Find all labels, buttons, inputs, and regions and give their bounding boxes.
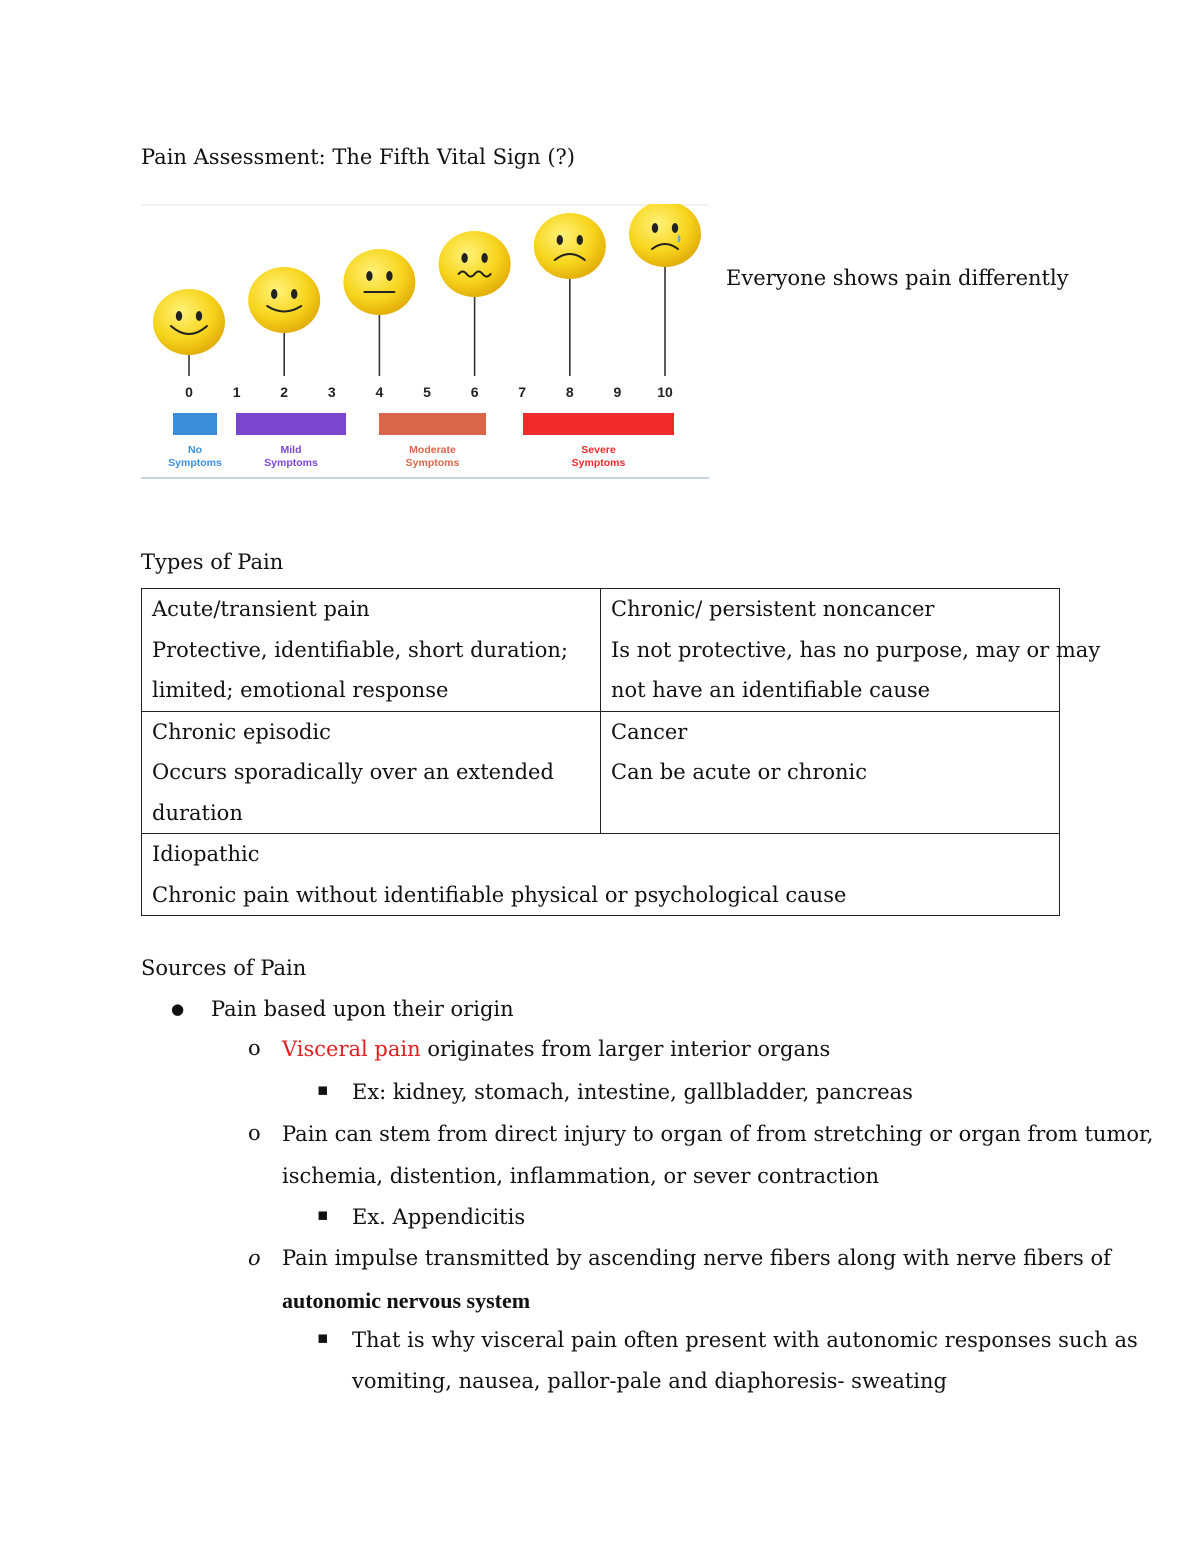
cancer-desc: Can be acute or chronic [611,760,868,784]
list-item: Ex: kidney, stomach, intestine, gallbladder, pancreas [352,1080,913,1104]
scale-number: 4 [375,384,384,400]
sources-heading: Sources of Pain [141,956,307,980]
acute-desc-line2: limited; emotional response [152,678,449,702]
category-label: Moderate [409,444,456,456]
table-row [142,589,1060,712]
list-item: Pain based upon their origin [211,997,514,1021]
types-heading: Types of Pain [141,550,284,574]
category-label: Symptoms [405,457,460,469]
circle-marker: o [248,1121,261,1145]
face-icon [153,289,225,355]
category-label: Mild [280,444,302,456]
chronic-episodic-desc-line1: Occurs sporadically over an extended [152,760,554,784]
category-label: Symptoms [168,457,222,469]
list-item [282,1037,830,1061]
table-row [142,711,1060,834]
visceral-pain-rest: originates from larger interior organs [427,1037,831,1061]
scale-number: 8 [565,384,574,400]
cell-acute [142,589,601,712]
cell-chronic-episodic [142,711,601,834]
circle-marker: o [248,1036,261,1060]
visceral-pain-term: Visceral pain [282,1037,421,1061]
types-of-pain-table [141,588,1101,916]
side-note: Everyone shows pain differently [726,266,1069,290]
scale-number: 1 [232,384,241,400]
cell-idiopathic [142,834,1060,916]
square-marker: ▪ [317,1328,329,1348]
scale-number: 2 [280,384,289,400]
category-label: Severe [581,444,616,456]
scale-number: 5 [423,384,431,400]
page-title: Pain Assessment: The Fifth Vital Sign (?) [141,145,575,169]
autonomic-nervous-system-term: autonomic nervous system [282,1288,531,1313]
category-bar [236,413,346,435]
list-item: Pain impulse transmitted by ascending nerve fibers along with nerve fibers of [282,1246,1111,1270]
category-label: Symptoms [571,457,626,469]
cell-cancer [601,711,1060,834]
table-row [142,834,1060,916]
category-bar [523,413,674,435]
scale-number: 10 [657,384,673,400]
idiopathic-desc: Chronic pain without identifiable physical or psychological cause [152,882,847,907]
scale-number: 7 [518,384,527,400]
face-icon [248,267,320,333]
circle-marker: o [248,1246,261,1270]
bullet-marker: ● [171,1000,185,1018]
square-marker: ▪ [317,1080,329,1100]
face-icon [629,204,701,267]
acute-title: Acute/transient pain [152,597,370,621]
chronic-episodic-desc-line2: duration [152,800,243,825]
scale-number: 6 [470,384,479,400]
category-label: Symptoms [264,457,318,469]
list-item: Ex. Appendicitis [352,1205,526,1229]
chronic-noncancer-desc-line1: Is not protective, has no purpose, may or may [611,637,1101,662]
acute-desc-line1: Protective, identifiable, short duration; [152,637,568,662]
pain-scale-figure [141,204,709,480]
category-bar [379,413,486,435]
face-icon [343,249,415,315]
chronic-episodic-title: Chronic episodic [152,719,331,744]
chronic-noncancer-title: Chronic/ persistent noncancer [611,597,935,621]
scale-number: 3 [327,384,336,400]
square-marker: ▪ [317,1205,329,1225]
chronic-noncancer-desc-line2: not have an identifiable cause [611,678,931,702]
scale-number: 9 [613,384,622,400]
idiopathic-title: Idiopathic [152,842,260,866]
list-item: That is why visceral pain often present with autonomic responses such as [352,1328,1138,1352]
list-item-continuation: ischemia, distention, inflammation, or sever contraction [282,1164,880,1188]
list-item: Pain can stem from direct injury to organ of from stretching or organ from tumor, [282,1122,1154,1146]
category-bar [173,413,217,435]
category-label: No [188,444,202,456]
list-item-continuation: vomiting, nausea, pallor-pale and diaphoresis- sweating [352,1369,947,1393]
face-icon [534,213,606,279]
face-icon [439,231,511,297]
scale-number: 0 [185,384,193,400]
cell-chronic-noncancer [601,589,1101,712]
cancer-title: Cancer [611,719,688,744]
